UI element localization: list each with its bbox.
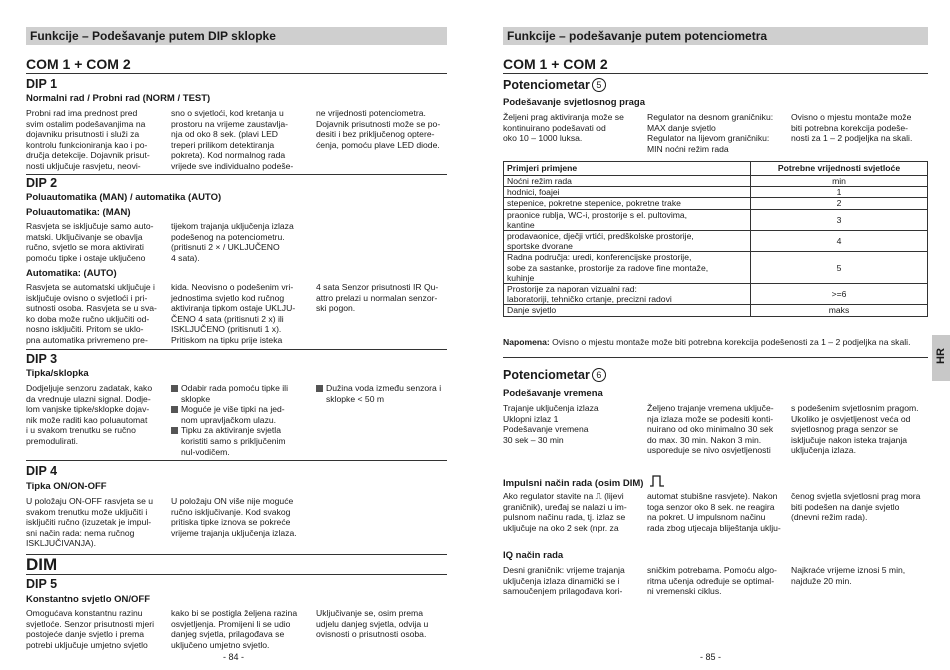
dip5-heading: DIP 5 bbox=[26, 577, 58, 591]
dip4-subheading: Tipka ON/ON-OFF bbox=[26, 481, 107, 492]
table-cell-value: >=6 bbox=[751, 284, 928, 305]
dip2-subheading: Poluautomatika (MAN) / automatika (AUTO) bbox=[26, 192, 222, 203]
dip4-text-col2: U položaju ON više nije moguće ručno isključivanje. Kod svakog pritiska tipke iznova se pokreće vrijeme trajanja uključenja izlaza. bbox=[171, 496, 297, 538]
bullet-text: Dužina voda između senzora i sklopke < 50 m bbox=[326, 383, 442, 404]
page-number: - 84 - bbox=[223, 652, 245, 662]
iq-text-col1: Desni graničnik: vrijeme trajanja uključenja izlaza dinamički se i samoučenjem prilagođava kori- bbox=[503, 565, 625, 597]
divider bbox=[26, 73, 447, 74]
pot6-text-col1: Trajanje uključenja izlaza Uklopni izlaz 1 Podešavanje vremena 30 sek – 30 min bbox=[503, 403, 599, 445]
dip3-bullet bbox=[171, 383, 311, 457]
dip2-heading: DIP 2 bbox=[26, 176, 58, 190]
dip5-text-col2: kako bi se postigla željena razina osvjetljenja. Promijeni li se udio danjeg svjetla, prilagođava se uključeno umjetno svjetlo. bbox=[171, 608, 298, 650]
table-body bbox=[504, 176, 928, 317]
table-cell-value: 5 bbox=[751, 252, 928, 284]
bullet-square-icon bbox=[171, 406, 178, 413]
dip3-text-col1: Dodjeljuje senzoru zadatak, kako da vrednuje ulazni signal. Dodje- lom vanjske tipke/sklopke dojav- nik može raditi kao poluautomat i u svakom trenutku se ručno premodulirati. bbox=[26, 383, 153, 446]
divider bbox=[26, 460, 447, 461]
dip2-man-heading: Poluautomatika: (MAN) bbox=[26, 207, 131, 218]
table-row bbox=[504, 187, 928, 198]
language-tab-label: HR bbox=[934, 348, 947, 364]
light-requirements-table bbox=[503, 161, 928, 317]
table-cell-application: Noćni režim rada bbox=[504, 176, 751, 187]
divider bbox=[503, 73, 928, 74]
iq-text-col3: Najkraće vrijeme iznosi 5 min, najduže 20 min. bbox=[791, 565, 906, 586]
pot5-heading-text: Potenciometar bbox=[503, 78, 590, 92]
note-text: Ovisno o mjestu montaže može biti potrebna korekcija podešenosti za 1 – 2 podjeljka na skali. bbox=[549, 337, 911, 347]
dip5-text-col1: Omogućava konstantnu razinu svjetloće. Senzor prisutnosti mjeri postojeće danje svjetlo i prema potrebi uključuje umjetno svjetlo bbox=[26, 608, 154, 650]
pot5-heading bbox=[503, 78, 606, 92]
dip1-heading: DIP 1 bbox=[26, 77, 58, 91]
pot6-number-badge: 6 bbox=[592, 368, 606, 382]
pot6-subheading: Podešavanje vremena bbox=[503, 388, 603, 399]
table-row bbox=[504, 198, 928, 209]
pulse-symbol-icon bbox=[649, 475, 665, 487]
divider bbox=[503, 357, 928, 358]
divider bbox=[26, 554, 447, 555]
pot6-heading-text: Potenciometar bbox=[503, 368, 590, 382]
divider bbox=[26, 174, 447, 175]
table-cell-application: hodnici, foajei bbox=[504, 187, 751, 198]
iq-mode-heading: IQ način rada bbox=[503, 550, 564, 561]
dip5-subheading: Konstantno svjetlo ON/OFF bbox=[26, 594, 151, 605]
iq-text-col2: sničkim potrebama. Pomoću algo- ritma učenja određuje se optimal- ni vremenski ciklus. bbox=[647, 565, 777, 597]
pot6-text-col3: s podešenim svjetlosnim pragom. Ukoliko je osvjetljenost veća od svjetlosnog praga senzor se isključuje nakon isteka trajanja uključenja izlaza. bbox=[791, 403, 919, 456]
bullet-square-icon bbox=[171, 427, 178, 434]
impulse-text-col2: automat stubišne rasvjete). Nakon toga senzor oko 8 sek. ne reagira na pokret. U impulsnom načinu rada zbog utjecaja bliještanja uklju- bbox=[647, 491, 781, 533]
dim-title: DIM bbox=[26, 555, 58, 574]
bullet-text: Moguće je više tipki na jed- nom upravljačkom ulazu. bbox=[181, 404, 285, 425]
pot6-heading bbox=[503, 368, 606, 382]
table-row bbox=[504, 209, 928, 230]
bullet-text: Tipku za aktiviranje svjetla koristiti samo s priključenim nul-vodičem. bbox=[181, 425, 286, 457]
table-row bbox=[504, 231, 928, 252]
table-row bbox=[504, 252, 928, 284]
pot5-number-badge: 5 bbox=[592, 78, 606, 92]
dip3-bullet bbox=[316, 383, 456, 404]
table-row bbox=[504, 305, 928, 316]
table-cell-application: Radna područja: uredi, konferencijske prostorije, sobe za sastanke, prostorije za radove fine montaže, kuhinje bbox=[504, 252, 751, 284]
dip1-text-col2: sno o svjetloći, kod kretanja u prostoru na vrijeme zaustavlja- nja od oko 8 sek. (plavi LED treperi prilikom detektiranja pokreta). Kod normalnog rada vrijede sve individualno podeše- bbox=[171, 108, 294, 171]
divider bbox=[26, 349, 447, 350]
table-cell-value: 2 bbox=[751, 198, 928, 209]
left-page-title: COM 1 + COM 2 bbox=[26, 56, 131, 72]
bullet-square-icon bbox=[316, 385, 323, 392]
impulse-mode-heading-text: Impulsni način rada (osim DIM) bbox=[503, 478, 644, 489]
note bbox=[503, 337, 923, 348]
left-section-banner: Funkcije – Podešavanje putem DIP sklopke bbox=[26, 27, 447, 45]
dip3-subheading: Tipka/sklopka bbox=[26, 368, 89, 379]
impulse-text-col1: Ako regulator stavite na ⎍ (lijevi graničnik), uređaj se nalazi u im- pulsnom načinu rada, tj. izlaz se uključuje na oko 2 sek (npr. za bbox=[503, 491, 627, 533]
dip2-man-text-col2: tijekom trajanja uključenja izlaza podešenog na potenciometru. (pritisnuti 2 × / UKLJUČENO 4 sata). bbox=[171, 221, 294, 263]
right-section-banner: Funkcije – podešavanje putem potenciometra bbox=[503, 27, 928, 45]
dip4-text-col1: U položaju ON-OFF rasvjeta se u svakom trenutku može uključiti i isključiti ručno (izuzetak je impul- sni način rada: nema ručnog ISKLJUČIVANJA). bbox=[26, 496, 154, 549]
dip1-text-col1: Probni rad ima prednost pred svim ostalim podešavanjima na dojavniku prisutnosti i služi za kontrolu funkcioniranja kao i po- dručja detekcije. Dojavnik prisut- nosti uključuje rasvjetu, neovi- bbox=[26, 108, 150, 171]
table-cell-application: Danje svjetlo bbox=[504, 305, 751, 316]
right-page-title: COM 1 + COM 2 bbox=[503, 56, 608, 72]
table-cell-value: 4 bbox=[751, 231, 928, 252]
dip2-auto-text-col1: Rasvjeta se automatski uključuje i isključuje ovisno o svjetloći i pri- sutnosti osoba. Rasvjeta se u sva- ko doba može ručno uključiti od- nosno isključiti. Pritom se uklo- pna automatika privremeno pre- bbox=[26, 282, 157, 345]
bullet-text: Odabir rada pomoću tipke ili sklopke bbox=[181, 383, 288, 404]
pot5-text-col3: Ovisno o mjestu montaže može biti potrebna korekcija podeše- nosti za 1 – 2 podjeljka na skali. bbox=[791, 112, 913, 144]
table-header-value: Potrebne vrijednosti svjetloće bbox=[751, 162, 928, 176]
dip2-auto-text-col2: kida. Neovisno o podešenim vri- jednostima svjetlo kod ručnog aktiviranja tipkom ostaje UKLJU- ČENO 4 sata (pritisnuti 2 x) ili ISKLJUČENO (pritisnuti 1 x). Pritiskom na tipku prije isteka bbox=[171, 282, 296, 345]
pot5-text-col1: Željeni prag aktiviranja može se kontinuirano podešavati od oko 10 – 1000 luksa. bbox=[503, 112, 624, 144]
dip4-heading: DIP 4 bbox=[26, 464, 58, 478]
divider bbox=[26, 574, 447, 575]
table-row bbox=[504, 284, 928, 305]
right-page bbox=[475, 0, 950, 670]
table-cell-value: maks bbox=[751, 305, 928, 316]
dip1-text-col3: ne vrijednosti potenciometra. Dojavnik prisutnosti može se po- desiti i bez priključenog optere- ćenja, pomoću plave LED diode. bbox=[316, 108, 441, 150]
table-cell-value: 3 bbox=[751, 209, 928, 230]
pot6-text-col2: Željeno trajanje vremena uključe- nja izlaza može se podesiti konti- nuirano od oko minimalno 30 sek do max. 30 min. Nakon 3 min. usporeduje se nivo osvjetljenosti bbox=[647, 403, 774, 456]
table-cell-application: Prostorije za naporan vizualni rad: laboratoriji, tehničko crtanje, precizni radovi bbox=[504, 284, 751, 305]
bullet-square-icon bbox=[171, 385, 178, 392]
dip2-auto-text-col3: 4 sata Senzor prisutnosti IR Qu- attro prelazi u normalan senzor- ski pogon. bbox=[316, 282, 439, 314]
dip5-text-col3: Uključivanje se, osim prema udjelu danjeg svjetla, odvija u ovisnosti o prisutnosti osoba. bbox=[316, 608, 429, 640]
table-row bbox=[504, 176, 928, 187]
table-cell-application: stepenice, pokretne stepenice, pokretne trake bbox=[504, 198, 751, 209]
pot5-subheading: Podešavanje svjetlosnog praga bbox=[503, 97, 646, 108]
page-number: - 85 - bbox=[700, 652, 722, 662]
dip2-man-text-col1: Rasvjeta se isključuje samo auto- matski. Uključivanje se obavlja ručno, svjetlo se mora aktivirati pomoću tipke i ostaje uključeno bbox=[26, 221, 154, 263]
dip2-auto-heading: Automatika: (AUTO) bbox=[26, 268, 117, 279]
table-header-application: Primjeri primjene bbox=[504, 162, 751, 176]
impulse-mode-heading bbox=[503, 475, 665, 489]
table-cell-application: prodavaonice, dječji vrtići, predškolske prostorije, sportske dvorane bbox=[504, 231, 751, 252]
language-tab bbox=[932, 335, 950, 381]
note-label: Napomena: bbox=[503, 337, 550, 347]
table-cell-value: min bbox=[751, 176, 928, 187]
dip3-heading: DIP 3 bbox=[26, 352, 58, 366]
pot5-text-col2: Regulator na desnom graničniku: MAX danje svjetlo Regulator na lijevom graničniku: MIN noćni režim rada bbox=[647, 112, 774, 154]
table-cell-application: praonice rublja, WC-i, prostorije s el. pultovima, kantine bbox=[504, 209, 751, 230]
table-header-row bbox=[504, 162, 928, 176]
table-cell-value: 1 bbox=[751, 187, 928, 198]
impulse-text-col3: čenog svjetla svjetlosni prag mora biti podešen na danje svjetlo (dnevni režim rada). bbox=[791, 491, 921, 523]
dip1-subheading: Normalni rad / Probni rad (NORM / TEST) bbox=[26, 93, 211, 104]
